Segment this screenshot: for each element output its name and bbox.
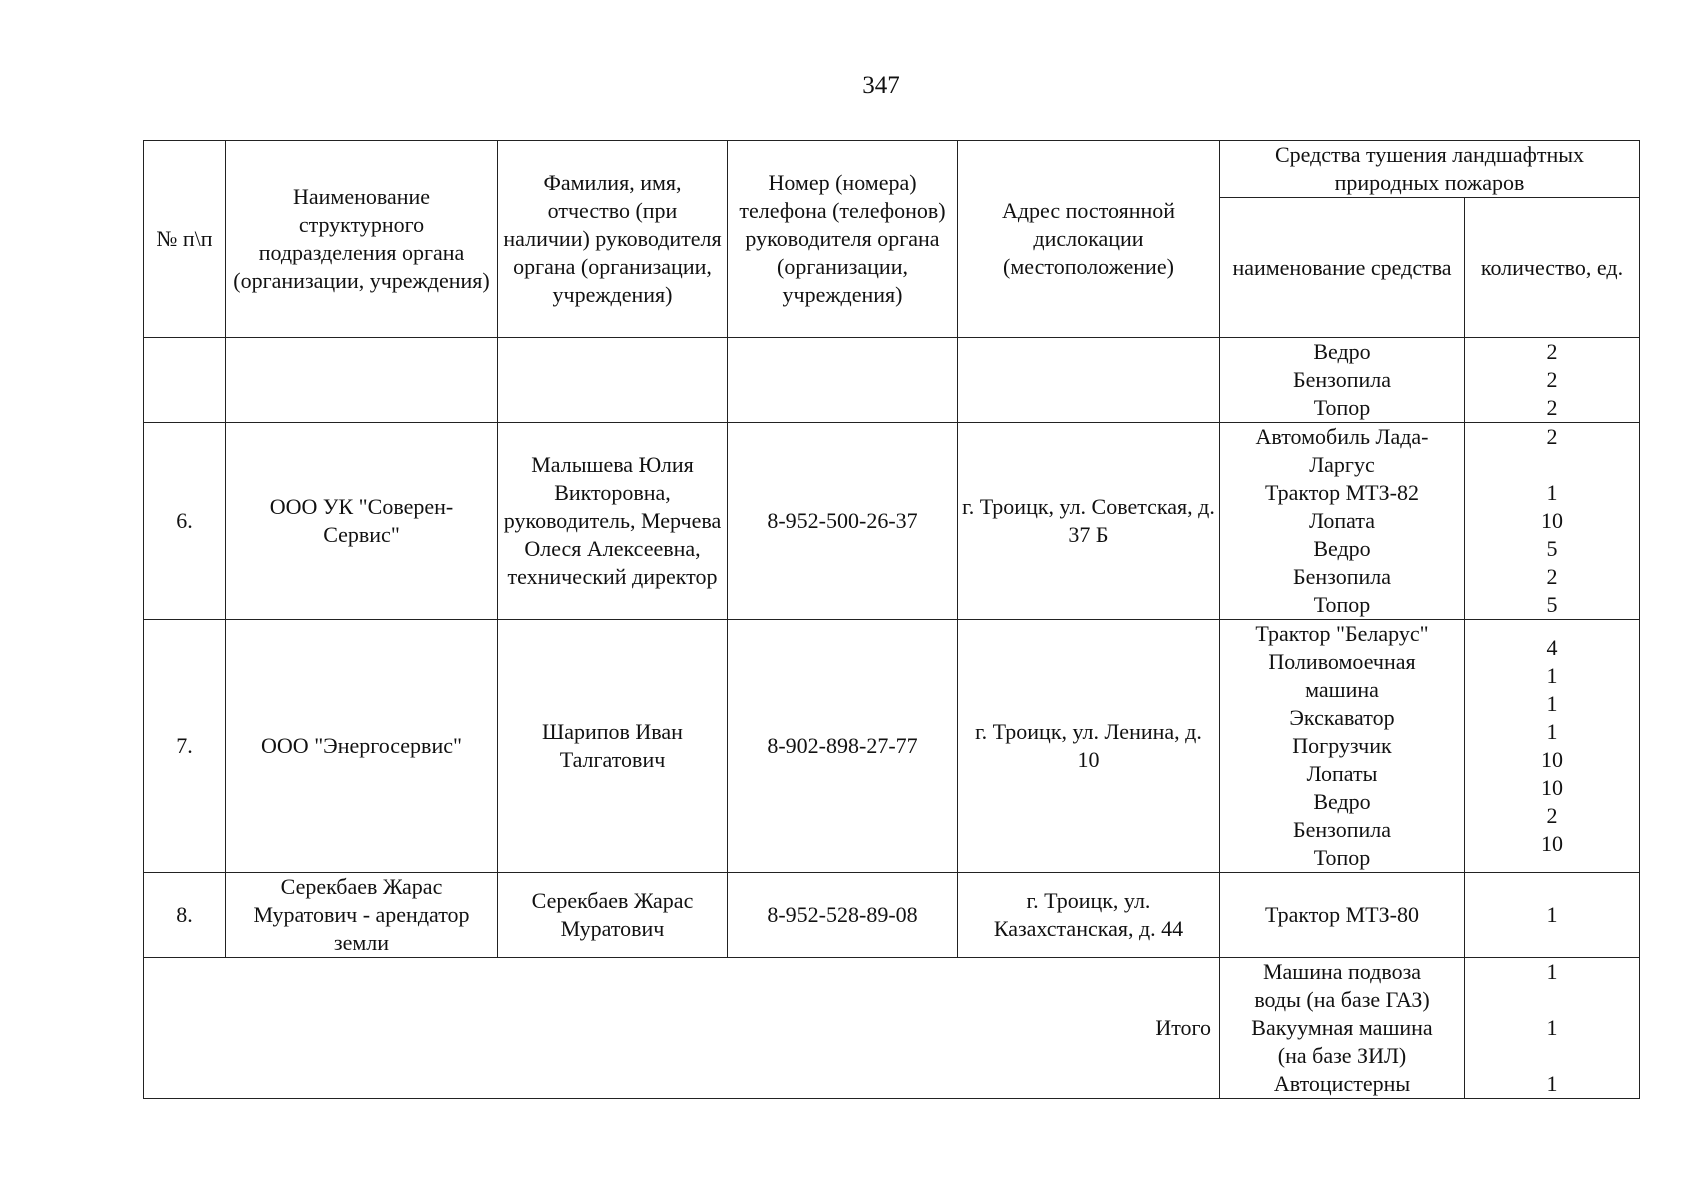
qty-item: 5: [1546, 536, 1558, 561]
row-address: г. Троицк, ул. Казахстанская, д. 44: [958, 873, 1220, 958]
qty-item: 10: [1541, 831, 1563, 856]
means-item: Автомобиль Лада-: [1255, 424, 1429, 449]
table-row: [144, 873, 1640, 958]
qty-item: 1: [1546, 663, 1558, 688]
means-item: Бензопила: [1292, 817, 1392, 842]
row-qty-list: [1465, 873, 1640, 958]
row-phone: 8-952-528-89-08: [728, 873, 958, 958]
means-item: машина: [1305, 677, 1379, 702]
qty-item: 2: [1546, 424, 1558, 449]
row-address: [958, 338, 1220, 423]
qty-item: 10: [1541, 775, 1563, 800]
row-unit: [226, 338, 498, 423]
row-head: Серекбаев Жарас Муратович: [498, 873, 728, 958]
qty-item: [1469, 451, 1635, 479]
means-item: Топор: [1313, 592, 1371, 617]
header-address: Адрес постоянной дислокации (местоположение): [958, 141, 1220, 338]
qty-item: 2: [1546, 395, 1558, 420]
qty-item: 1: [1546, 719, 1558, 744]
total-means-list: [1220, 958, 1465, 1099]
means-item: Топор: [1313, 395, 1371, 420]
total-label: Итого: [144, 958, 1220, 1099]
row-phone: 8-902-898-27-77: [728, 620, 958, 873]
total-means-item: воды (на базе ГАЗ): [1254, 987, 1430, 1012]
table-row: [144, 620, 1640, 873]
total-means-item: Автоцистерны: [1273, 1071, 1411, 1096]
qty-item: 5: [1546, 592, 1558, 617]
row-num: 6.: [144, 423, 226, 620]
total-means-item: Машина подвоза: [1262, 959, 1422, 984]
table-row: [144, 423, 1640, 620]
qty-item: 2: [1546, 339, 1558, 364]
means-item: Бензопила: [1292, 367, 1392, 392]
means-item: Топор: [1313, 845, 1371, 870]
row-address: г. Троицк, ул. Ленина, д. 10: [958, 620, 1220, 873]
qty-item: 2: [1546, 367, 1558, 392]
equipment-table: [143, 140, 1640, 1099]
row-unit: ООО УК "Соверен- Сервис": [226, 423, 498, 620]
qty-item: 2: [1546, 803, 1558, 828]
total-means-item: Вакуумная машина: [1251, 1015, 1433, 1040]
means-item: Ведро: [1313, 536, 1371, 561]
row-means-list: [1220, 338, 1465, 423]
qty-item: 1: [1546, 691, 1558, 716]
row-qty-list: [1465, 338, 1640, 423]
row-qty-list: [1465, 620, 1640, 873]
total-qty-item: [1469, 986, 1635, 1014]
means-item: Трактор МТЗ-82: [1265, 480, 1419, 505]
header-num: № п\п: [144, 141, 226, 338]
total-qty-item: [1469, 1042, 1635, 1070]
means-item: Бензопила: [1292, 564, 1392, 589]
means-item: Экскаватор: [1289, 705, 1395, 730]
qty-item: 2: [1546, 564, 1558, 589]
row-head: [498, 338, 728, 423]
header-means-group: Средства тушения ландшафтных природных пожаров: [1220, 141, 1640, 198]
means-item: Трактор "Беларус": [1255, 621, 1429, 646]
total-qty-list: [1465, 958, 1640, 1099]
row-means-list: [1220, 423, 1465, 620]
qty-item: 1: [1546, 902, 1558, 927]
header-means-name: наименование средства: [1220, 198, 1465, 338]
row-unit: ООО "Энергосервис": [226, 620, 498, 873]
qty-item: 10: [1541, 747, 1563, 772]
means-item: Ларгус: [1309, 452, 1375, 477]
header-phone: Номер (номера) телефона (телефонов) руководителя органа (организации, учреждения): [728, 141, 958, 338]
total-row: [144, 958, 1640, 1099]
qty-item: 1: [1546, 480, 1558, 505]
table-row: [144, 338, 1640, 423]
row-qty-list: [1465, 423, 1640, 620]
total-qty-item: 1: [1546, 1015, 1558, 1040]
row-phone: [728, 338, 958, 423]
total-qty-item: 1: [1546, 1071, 1558, 1096]
means-item: Лопата: [1309, 508, 1375, 533]
header-unit: Наименование структурного подразделения органа (организации, учреждения): [226, 141, 498, 338]
row-head: Шарипов Иван Талгатович: [498, 620, 728, 873]
row-means-list: [1220, 620, 1465, 873]
row-means-list: [1220, 873, 1465, 958]
means-item: Ведро: [1313, 789, 1371, 814]
total-qty-item: 1: [1546, 959, 1558, 984]
row-phone: 8-952-500-26-37: [728, 423, 958, 620]
means-item: Лопаты: [1306, 761, 1378, 786]
means-item: Поливомоечная: [1268, 649, 1416, 674]
qty-item: 4: [1546, 635, 1558, 660]
row-unit: Серекбаев Жарас Муратович - арендатор земли: [226, 873, 498, 958]
row-head: Малышева Юлия Викторовна, руководитель, Мерчева Олеся Алексеевна, технический директор: [498, 423, 728, 620]
header-head: Фамилия, имя, отчество (при наличии) руководителя органа (организации, учреждения): [498, 141, 728, 338]
page-number: 347: [862, 72, 900, 99]
means-item: Ведро: [1313, 339, 1371, 364]
row-address: г. Троицк, ул. Советская, д. 37 Б: [958, 423, 1220, 620]
means-item: Трактор МТЗ-80: [1265, 902, 1419, 927]
row-num: 8.: [144, 873, 226, 958]
header-means-qty: количество, ед.: [1465, 198, 1640, 338]
row-num: [144, 338, 226, 423]
means-item: Погрузчик: [1292, 733, 1392, 758]
qty-item: 10: [1541, 508, 1563, 533]
row-num: 7.: [144, 620, 226, 873]
total-means-item: (на базе ЗИЛ): [1277, 1043, 1407, 1068]
